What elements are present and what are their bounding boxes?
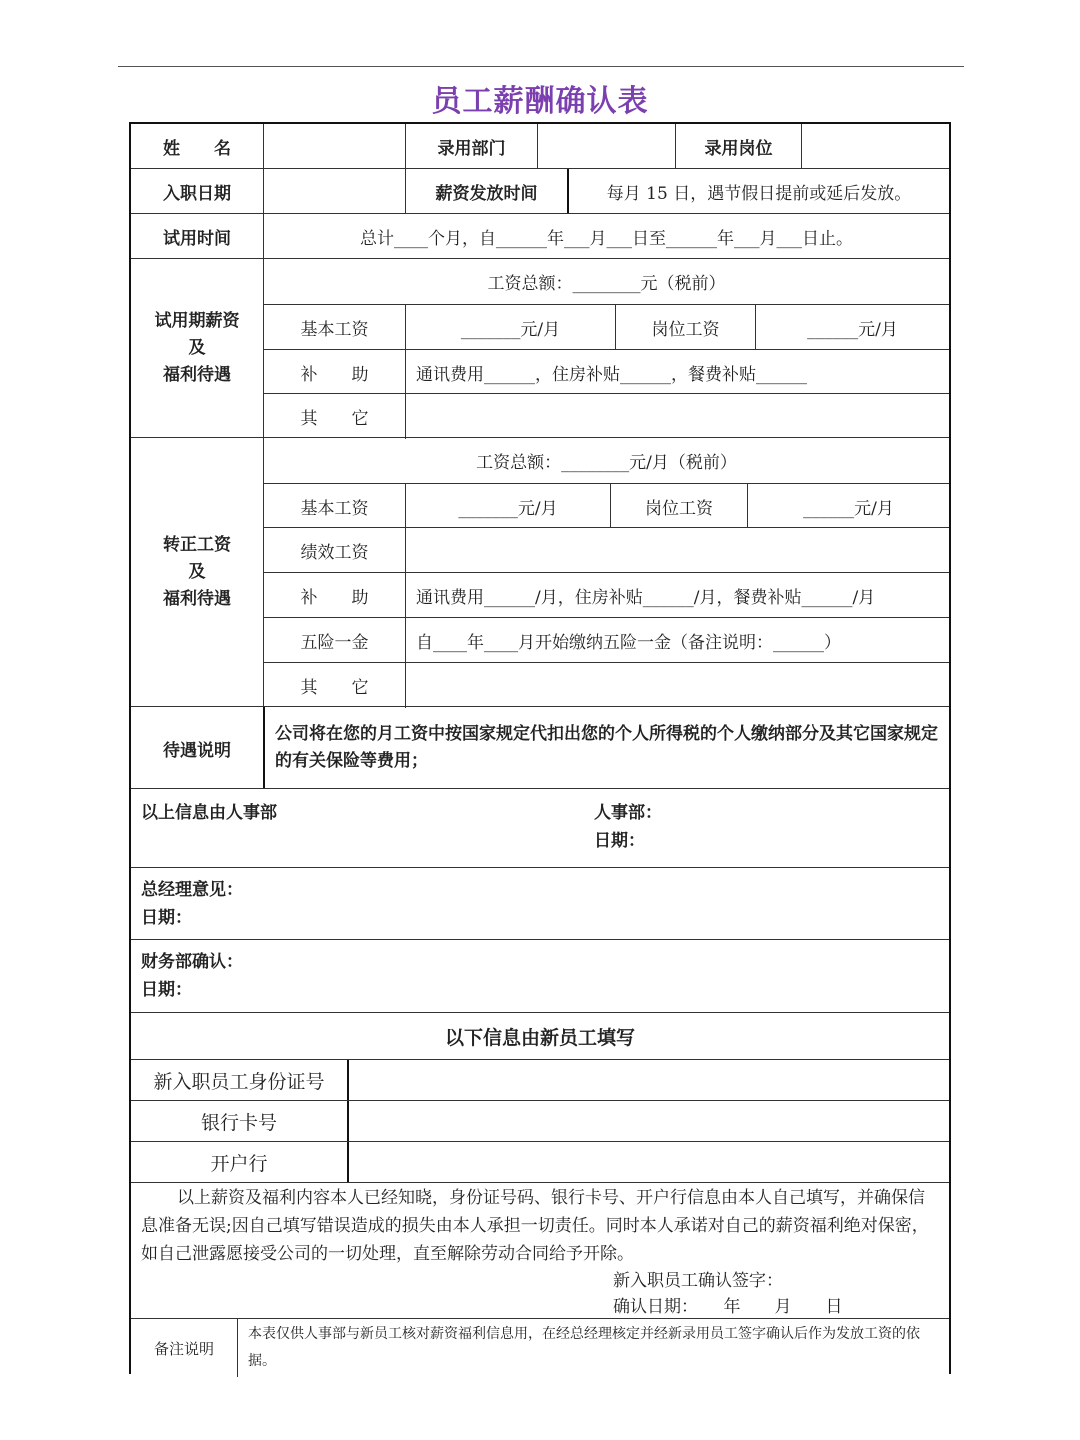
- gm-opinion-label: 总经理意见：: [141, 880, 243, 900]
- probation-post-label: 岗位工资: [615, 305, 755, 350]
- regular-base-row: [263, 483, 949, 528]
- benefit-note-text: 公司将在您的月工资中按国家规定代扣出您的个人所得税的个人缴纳部分及其它国家规定的有关保险等费用；: [263, 707, 949, 789]
- probation-post-value[interactable]: ______元/月: [755, 305, 949, 350]
- probation-allowance-value[interactable]: 通讯费用______，住房补贴______，餐费补贴______: [405, 350, 949, 394]
- regular-base-value[interactable]: _______元/月: [405, 484, 610, 528]
- regular-label-2: 及: [188, 562, 206, 582]
- hr-date-label: 日期：: [594, 831, 645, 851]
- probation-total[interactable]: 工资总额：________元（税前）: [263, 259, 949, 304]
- regular-allowance-value[interactable]: 通讯费用______/月，住房补贴______/月，餐费补贴______/月: [405, 573, 949, 618]
- probation-block-label: [131, 259, 263, 438]
- signature-label[interactable]: 新入职员工确认签字：: [613, 1271, 783, 1291]
- probation-other-label: 其 它: [263, 394, 405, 439]
- gm-date-label: 日期：: [141, 908, 192, 928]
- entry-date-label: 入职日期: [163, 184, 231, 204]
- regular-perf-row: [263, 527, 949, 573]
- finance-row: [131, 939, 949, 1013]
- regular-other-field[interactable]: [405, 663, 949, 708]
- regular-allowance-row: [263, 572, 949, 618]
- regular-perf-label: 绩效工资: [263, 528, 405, 573]
- id-number-row: [131, 1059, 949, 1101]
- row-entry-date: [131, 168, 949, 214]
- declaration-text: 以上薪资及福利内容本人已经知晓，身份证号码、银行卡号、开户行信息由本人自己填写，并确保信息准备无误;因自己填写错误造成的损失由本人承担一切责任。同时本人承诺对自己的薪资福利绝对保密，如自己泄露愿接受公司的一切处理，直至解除劳动合同给予开除。: [141, 1188, 929, 1264]
- regular-perf-field[interactable]: [405, 528, 949, 573]
- benefit-note-row: [131, 706, 949, 789]
- row-basic-info: [131, 124, 949, 168]
- name-label: 姓 名: [163, 138, 231, 159]
- regular-salary-block: [131, 437, 949, 707]
- regular-post-label: 岗位工资: [610, 484, 747, 528]
- remarks-text: 本表仅供人事部与新员工核对薪资福利信息用，在经总经理核定并经新录用员工签字确认后作为发放工资的依据。: [237, 1319, 949, 1377]
- bank-field[interactable]: [347, 1142, 949, 1183]
- entry-date-field[interactable]: [263, 169, 405, 214]
- regular-insurance-label: 五险一金: [263, 618, 405, 663]
- id-number-field[interactable]: [347, 1060, 949, 1101]
- name-field[interactable]: [263, 124, 405, 168]
- probation-value[interactable]: 总计____个月，自______年___月___日至______年___月___日止。: [263, 214, 949, 259]
- id-number-label: 新入职员工身份证号: [153, 1071, 325, 1093]
- new-employee-heading: 以下信息由新员工填写: [444, 1027, 635, 1049]
- probation-label: 试用时间: [163, 229, 231, 249]
- salary-form: [129, 122, 951, 1374]
- probation-allowance-row: [263, 349, 949, 394]
- regular-label-3: 福利待遇: [163, 589, 231, 609]
- probation-other-field[interactable]: [405, 394, 949, 439]
- regular-insurance-value[interactable]: 自____年____月开始缴纳五险一金（备注说明：______）: [405, 618, 949, 663]
- bank-card-field[interactable]: [347, 1101, 949, 1142]
- new-employee-heading-row: [131, 1012, 949, 1060]
- bank-label: 开户行: [210, 1153, 268, 1175]
- finance-confirm-label: 财务部确认：: [141, 952, 243, 972]
- probation-base-row: [263, 304, 949, 350]
- hr-dept-label: 人事部：: [594, 803, 662, 823]
- regular-total[interactable]: 工资总额：________元/月（税前）: [263, 438, 949, 483]
- dept-label: 录用部门: [405, 124, 537, 168]
- regular-insurance-row: [263, 617, 949, 663]
- probation-label-2: 及: [188, 338, 206, 358]
- row-probation-period: [131, 213, 949, 259]
- bank-card-row: [131, 1100, 949, 1142]
- probation-base-value[interactable]: _______元/月: [405, 305, 615, 350]
- dept-field[interactable]: [537, 124, 675, 168]
- regular-base-label: 基本工资: [263, 484, 405, 528]
- top-rule: [118, 66, 964, 67]
- bank-card-label: 银行卡号: [200, 1112, 277, 1134]
- regular-post-value[interactable]: ______元/月: [747, 484, 949, 528]
- confirm-date-label[interactable]: 确认日期： 年 月 日: [613, 1297, 843, 1317]
- probation-salary-block: [131, 258, 949, 438]
- bank-row: [131, 1141, 949, 1183]
- regular-block-label: [131, 438, 263, 707]
- regular-label-1: 转正工资: [163, 535, 231, 555]
- paytime-value: 每月 15 日，遇节假日提前或延后发放。: [567, 169, 949, 214]
- regular-other-label: 其 它: [263, 663, 405, 708]
- hr-row: [131, 788, 949, 868]
- post-label: 录用岗位: [675, 124, 801, 168]
- declaration-row: [131, 1182, 949, 1319]
- probation-base-label: 基本工资: [263, 305, 405, 350]
- paytime-label: 薪资发放时间: [405, 169, 567, 214]
- probation-other-row: [263, 393, 949, 439]
- regular-other-row: [263, 662, 949, 708]
- remarks-row: [131, 1318, 949, 1377]
- post-field[interactable]: [801, 124, 949, 168]
- probation-label-3: 福利待遇: [163, 365, 231, 385]
- probation-allowance-label: 补 助: [263, 350, 405, 394]
- page-title: 员工薪酬确认表: [431, 84, 649, 119]
- remarks-label: 备注说明: [153, 1339, 214, 1358]
- hr-info-text: 以上信息由人事部: [141, 803, 277, 823]
- regular-allowance-label: 补 助: [263, 573, 405, 618]
- finance-date-label: 日期：: [141, 980, 192, 1000]
- probation-label-1: 试用期薪资: [154, 311, 240, 331]
- gm-row: [131, 867, 949, 940]
- benefit-note-label: 待遇说明: [163, 740, 231, 761]
